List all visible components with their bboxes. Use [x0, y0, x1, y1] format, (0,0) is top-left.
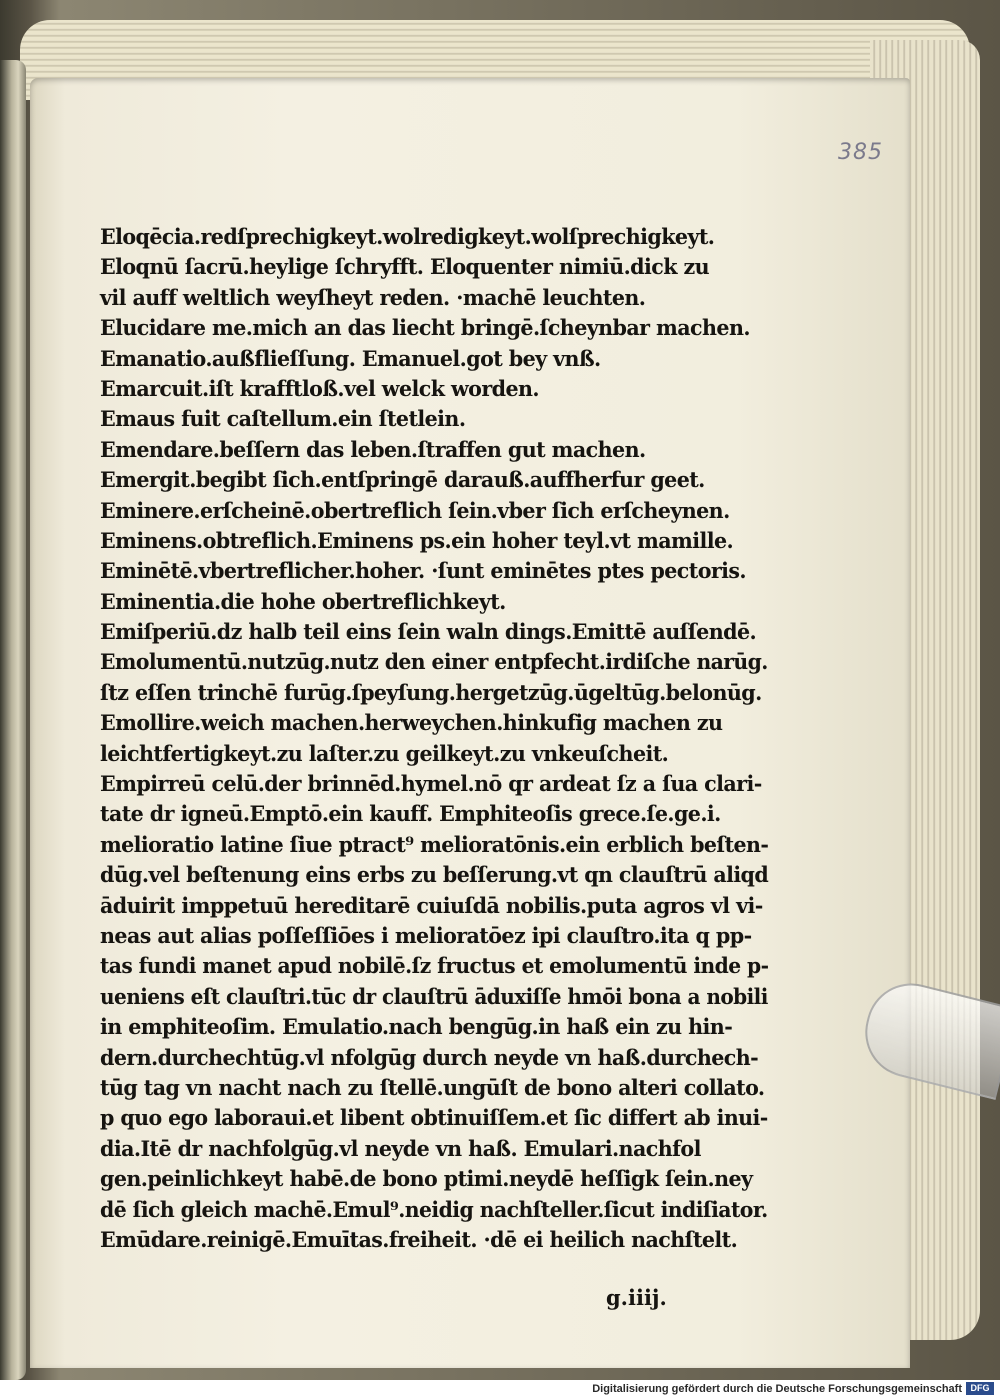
text-line: dūg.vel beſtenung eins erbs zu beſſerung.vt qn clauſtrū aliqd [100, 862, 769, 888]
text-line: Emergit.begibt ſich.entſpringē darauß.auffherfur geet. [100, 467, 705, 493]
text-line: Emiſperiū.dz halb teil eins ſein waln dings.Emittē auſſendē. [100, 619, 757, 645]
text-line: neas aut alias poſſeſſiōes i melioratōez ipi clauſtro.ita q pp- [100, 922, 752, 948]
page-text [100, 222, 780, 1255]
text-line: Emaus fuit caſtellum.ein ſtetlein. [100, 406, 466, 432]
text-line: Emūdare.reinigē.Emuītas.freiheit. ·dē ei heilich nachſtelt. [100, 1226, 738, 1252]
text-line: tūg tag vn nacht nach zu ſtellē.ungūſt de bono alteri collato. [100, 1074, 765, 1100]
text-line: Eminere.erſcheinē.obertreflich ſein.vber ſich erſcheynen. [100, 497, 730, 523]
text-line: vil auff weltlich weyſheyt reden. ·machē leuchten. [100, 284, 646, 310]
text-line: in emphiteoſim. Emulatio.nach bengūg.in haß ein zu hin- [100, 1014, 733, 1040]
folio-number: 385 [838, 140, 883, 165]
text-line: tas fundi manet apud nobilē.ſz fructus et emolumentū inde p- [100, 953, 769, 979]
signature-mark: g.iiij. [606, 1285, 667, 1310]
funding-credit: Digitalisierung gefördert durch die Deutsche Forschungsgemeinschaft [592, 1383, 962, 1395]
text-line: Emendare.beſſern das leben.ſtraffen gut machen. [100, 436, 646, 462]
text-line: Emarcuit.iſt krafftloß.vel welck worden. [100, 375, 540, 401]
text-line: dern.durchechtūg.vl nfolgūg durch neyde vn haß.durchech- [100, 1044, 759, 1070]
facing-page-edge [0, 60, 26, 1380]
text-line: gen.peinlichkeyt habē.de bono ptimi.neydē heſſigk ſein.ney [100, 1166, 753, 1192]
text-line: dē ſich gleich machē.Emul⁹.neidig nachſteller.ſicut indiſiator. [100, 1196, 768, 1222]
text-line: Eloqnū ſacrū.heylige ſchryfft. Eloquenter nimiū.dick zu [100, 254, 710, 280]
text-line: Emanatio.außflieſſung. Emanuel.got bey vnß. [100, 345, 601, 371]
text-line: Emollire.weich machen.herweychen.hinkufig machen zu [100, 710, 723, 736]
text-line: ſtz eſſen trinchē furūg.ſpeyſung.hergetzūg.ūgeltūg.belonūg. [100, 679, 762, 705]
text-line: Emolumentū.nutzūg.nutz den einer entpfecht.irdiſche narūg. [100, 649, 768, 675]
text-line: Eminens.obtreflich.Eminens ps.ein hoher teyl.vt mamille. [100, 527, 734, 553]
text-line: dia.Itē dr nachfolgūg.vl neyde vn haß. Emulari.nachfol [100, 1135, 701, 1161]
text-line: tate dr igneū.Emptō.ein kauff. Emphiteoſis grece.ſe.ge.i. [100, 801, 721, 827]
text-line: Elucidare me.mich an das liecht bringē.ſcheynbar machen. [100, 315, 750, 341]
text-line: leichtfertigkeyt.zu laſter.zu geilkeyt.zu vnkeuſcheit. [100, 740, 669, 766]
text-line: āduirit imppetuū hereditarē cuiuſdā nobilis.puta agros vl vi- [100, 892, 763, 918]
text-line: Empirreū celū.der brinnēd.hymel.nō qr ardeat ſz a ſua clari- [100, 771, 762, 797]
dfg-logo: DFG [966, 1382, 994, 1395]
text-line: melioratio latine ſiue ptract⁹ melioratōnis.ein erblich beſten- [100, 831, 769, 857]
text-line: ueniens eſt clauſtri.tūc dr clauſtrū āduxiſſe hmōi bona a nobili [100, 983, 768, 1009]
text-line: Eloqēcia.redſprechigkeyt.wolredigkeyt.wolſprechigkeyt. [100, 224, 715, 249]
text-line: Eminentia.die hohe obertreflichkeyt. [100, 588, 506, 614]
text-line: p quo ego laboraui.et libent obtinuiſſem.et ſic differt ab inui- [100, 1105, 768, 1131]
text-line: Eminētē.vbertreflicher.hoher. ·ſunt eminētes ptes pectoris. [100, 558, 747, 584]
